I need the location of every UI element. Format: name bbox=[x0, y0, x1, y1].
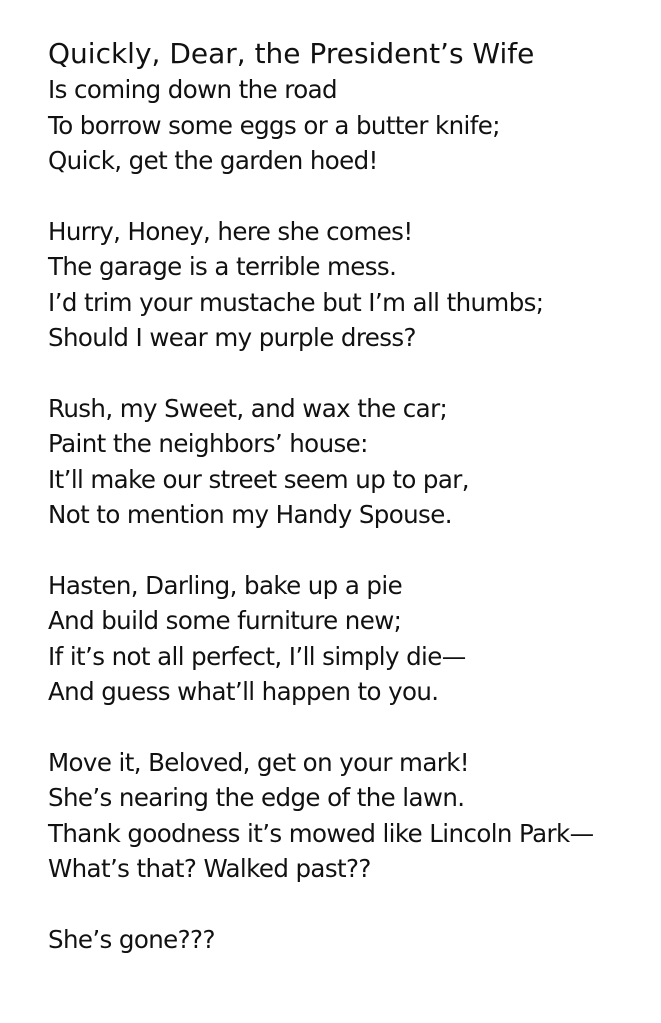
poem-line: Is coming down the road bbox=[48, 75, 337, 104]
poem-line: If it’s not all perfect, I’ll simply die— bbox=[48, 641, 466, 671]
poem-line: Thank goodness it’s mowed like Lincoln Park— bbox=[48, 818, 594, 848]
stanza-2 bbox=[48, 214, 658, 356]
stanza-3 bbox=[48, 391, 658, 533]
poem-line: And guess what’ll happen to you. bbox=[48, 677, 439, 706]
poem-line: She’s nearing the edge of the lawn. bbox=[48, 783, 465, 812]
poem-line: To borrow some eggs or a butter knife; bbox=[48, 110, 500, 140]
stanza-6 bbox=[48, 922, 658, 958]
stanza-5 bbox=[48, 745, 658, 887]
poem-first-line: Quickly, Dear, the President’s Wife bbox=[48, 37, 535, 70]
poem-line: And build some furniture new; bbox=[48, 606, 402, 635]
poem-line: Rush, my Sweet, and wax the car; bbox=[48, 393, 448, 423]
poem-last-line: She’s gone??? bbox=[48, 924, 215, 954]
poem-line: Hasten, Darling, bake up a pie bbox=[48, 570, 403, 600]
poem bbox=[48, 36, 658, 992]
stanza-4 bbox=[48, 568, 658, 710]
poem-line: Not to mention my Handy Spouse. bbox=[48, 500, 452, 529]
poem-line: Hurry, Honey, here she comes! bbox=[48, 216, 413, 246]
poem-line: What’s that? Walked past?? bbox=[48, 854, 371, 883]
poem-line: Should I wear my purple dress? bbox=[48, 323, 416, 352]
poem-line: Quick, get the garden hoed! bbox=[48, 146, 378, 175]
poem-line: It’ll make our street seem up to par, bbox=[48, 464, 469, 494]
poem-line: Move it, Beloved, get on your mark! bbox=[48, 747, 470, 777]
poem-line: Paint the neighbors’ house: bbox=[48, 429, 368, 458]
stanza-1 bbox=[48, 36, 658, 179]
poem-line: I’d trim your mustache but I’m all thumbs; bbox=[48, 287, 544, 317]
poem-line: The garage is a terrible mess. bbox=[48, 252, 397, 281]
